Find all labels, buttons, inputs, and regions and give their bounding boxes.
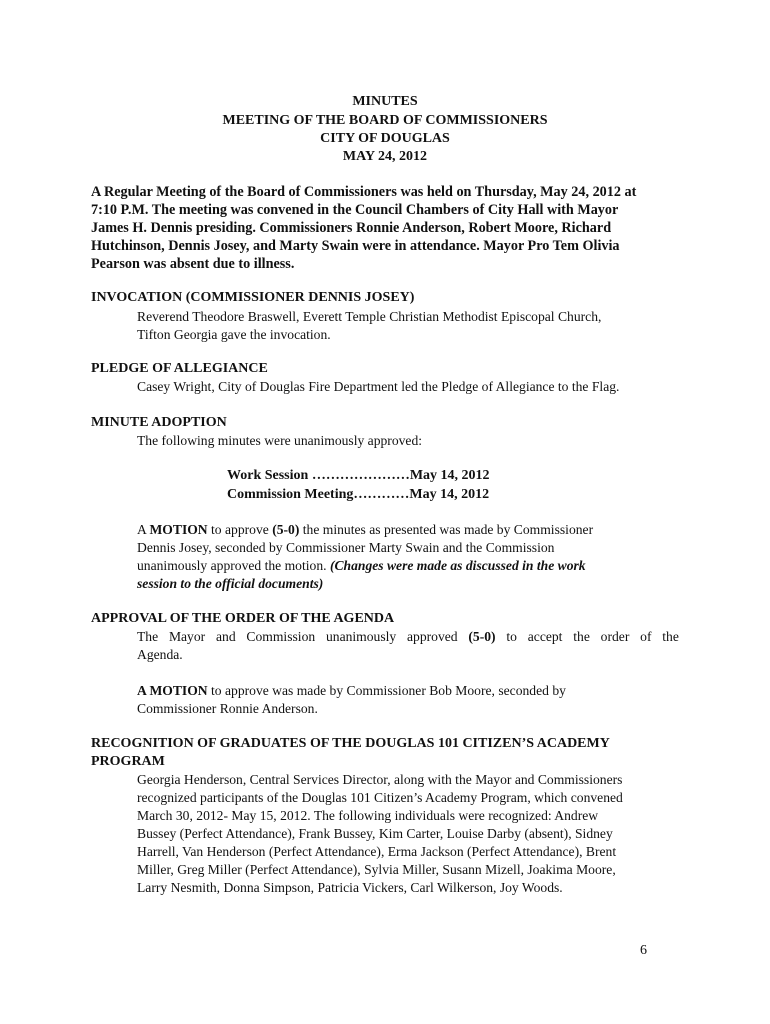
- intro-line: Hutchinson, Dennis Josey, and Marty Swain were in attendance. Mayor Pro Tem Olivia: [91, 238, 620, 254]
- intro-line: 7:10 P.M. The meeting was convened in the Council Chambers of City Hall with Mayor: [91, 202, 619, 218]
- intro-line: Pearson was absent due to illness.: [91, 256, 295, 272]
- agenda-word: and: [215, 629, 236, 644]
- minutes-motion-line: [137, 558, 586, 574]
- agenda-motion-line: Commissioner Ronnie Anderson.: [137, 701, 318, 716]
- doc-title-date: MAY 24, 2012: [342, 149, 428, 164]
- agenda-word: order: [600, 629, 630, 644]
- page-number: 6: [640, 943, 647, 958]
- pledge-line: Casey Wright, City of Douglas Fire Department led the Pledge of Allegiance to the Flag.: [137, 379, 620, 394]
- minutes-item-commission-meeting: [227, 487, 489, 503]
- motion-text: unanimously approved the motion.: [137, 558, 330, 573]
- motion-text: the minutes as presented was made by Commissioner: [299, 522, 594, 537]
- motion-note: (Changes were made as discussed in the work: [329, 558, 586, 573]
- recognition-line: Miller, Greg Miller (Perfect Attendance), Sylvia Miller, Susann Mizell, Joakima Moore,: [137, 862, 616, 877]
- recognition-line: Larry Nesmith, Donna Simpson, Patricia Vickers, Carl Wilkerson, Joy Woods.: [137, 880, 563, 895]
- agenda-word: Commission: [246, 629, 316, 644]
- agenda-word: unanimously: [325, 629, 397, 644]
- agenda-heading: APPROVAL OF THE ORDER OF THE AGENDA: [91, 611, 395, 626]
- invocation-heading: INVOCATION (COMMISSIONER DENNIS JOSEY): [91, 290, 415, 305]
- recognition-heading: PROGRAM: [91, 754, 165, 769]
- motion-vote: (5-0): [272, 522, 300, 537]
- agenda-word: Mayor: [168, 629, 206, 644]
- agenda-word: The: [137, 629, 159, 644]
- motion-note: session to the official documents): [137, 576, 324, 591]
- recognition-line: recognized participants of the Douglas 101 Citizen’s Academy Program, which convened: [137, 790, 623, 805]
- minute-adoption-heading: MINUTE ADOPTION: [91, 415, 227, 430]
- invocation-line: Tifton Georgia gave the invocation.: [137, 327, 331, 342]
- agenda-line: Agenda.: [137, 647, 183, 662]
- minutes-item-work-session: [227, 468, 490, 484]
- minutes-item-name: Commission Meeting: [227, 487, 354, 502]
- minutes-motion-line: [137, 522, 593, 538]
- agenda-word: approved: [407, 629, 458, 644]
- doc-title-meeting: MEETING OF THE BOARD OF COMMISSIONERS: [222, 113, 548, 128]
- agenda-word: the: [573, 629, 590, 644]
- agenda-line: [137, 629, 679, 645]
- agenda-word: accept: [527, 629, 563, 644]
- intro-line: A Regular Meeting of the Board of Commissioners was held on Thursday, May 24, 2012 at: [91, 184, 637, 200]
- motion-text: to approve was made by Commissioner Bob Moore, seconded by: [207, 683, 566, 698]
- agenda-vote: (5-0): [468, 629, 496, 644]
- minute-adoption-line: The following minutes were unanimously approved:: [137, 433, 423, 448]
- motion-keyword: MOTION: [149, 522, 208, 537]
- recognition-line: March 30, 2012- May 15, 2012. The following individuals were recognized: Andrew: [137, 808, 599, 823]
- agenda-word: to: [506, 629, 517, 644]
- pledge-heading: PLEDGE OF ALLEGIANCE: [91, 361, 268, 376]
- agenda-motion-line: [137, 683, 566, 699]
- minutes-item-date: May 14, 2012: [409, 487, 490, 502]
- minutes-motion-line: Dennis Josey, seconded by Commissioner Marty Swain and the Commission: [137, 540, 555, 555]
- motion-keyword: A MOTION: [137, 683, 208, 698]
- motion-text: A: [137, 522, 150, 537]
- motion-text: to approve: [207, 522, 273, 537]
- minutes-item-date: May 14, 2012: [409, 468, 490, 483]
- agenda-word: the: [662, 629, 679, 644]
- recognition-line: Georgia Henderson, Central Services Director, along with the Mayor and Commissioners: [137, 772, 623, 787]
- recognition-line: Bussey (Perfect Attendance), Frank Bussey, Kim Carter, Louise Darby (absent), Sidney: [137, 826, 613, 841]
- invocation-line: Reverend Theodore Braswell, Everett Temple Christian Methodist Episcopal Church,: [137, 309, 602, 324]
- intro-line: James H. Dennis presiding. Commissioners Ronnie Anderson, Robert Moore, Richard: [91, 220, 612, 236]
- recognition-heading: RECOGNITION OF GRADUATES OF THE DOUGLAS 101 CITIZEN’S ACADEMY: [91, 736, 610, 751]
- minutes-item-leader: …………: [353, 487, 410, 502]
- doc-title-minutes: MINUTES: [352, 94, 418, 109]
- doc-title-city: CITY OF DOUGLAS: [320, 131, 450, 146]
- agenda-word: of: [640, 629, 652, 644]
- minutes-item-name: Work Session: [227, 468, 309, 483]
- recognition-line: Harrell, Van Henderson (Perfect Attendance), Erma Jackson (Perfect Attendance), Brent: [137, 844, 617, 859]
- minutes-item-leader: …………………: [308, 468, 410, 483]
